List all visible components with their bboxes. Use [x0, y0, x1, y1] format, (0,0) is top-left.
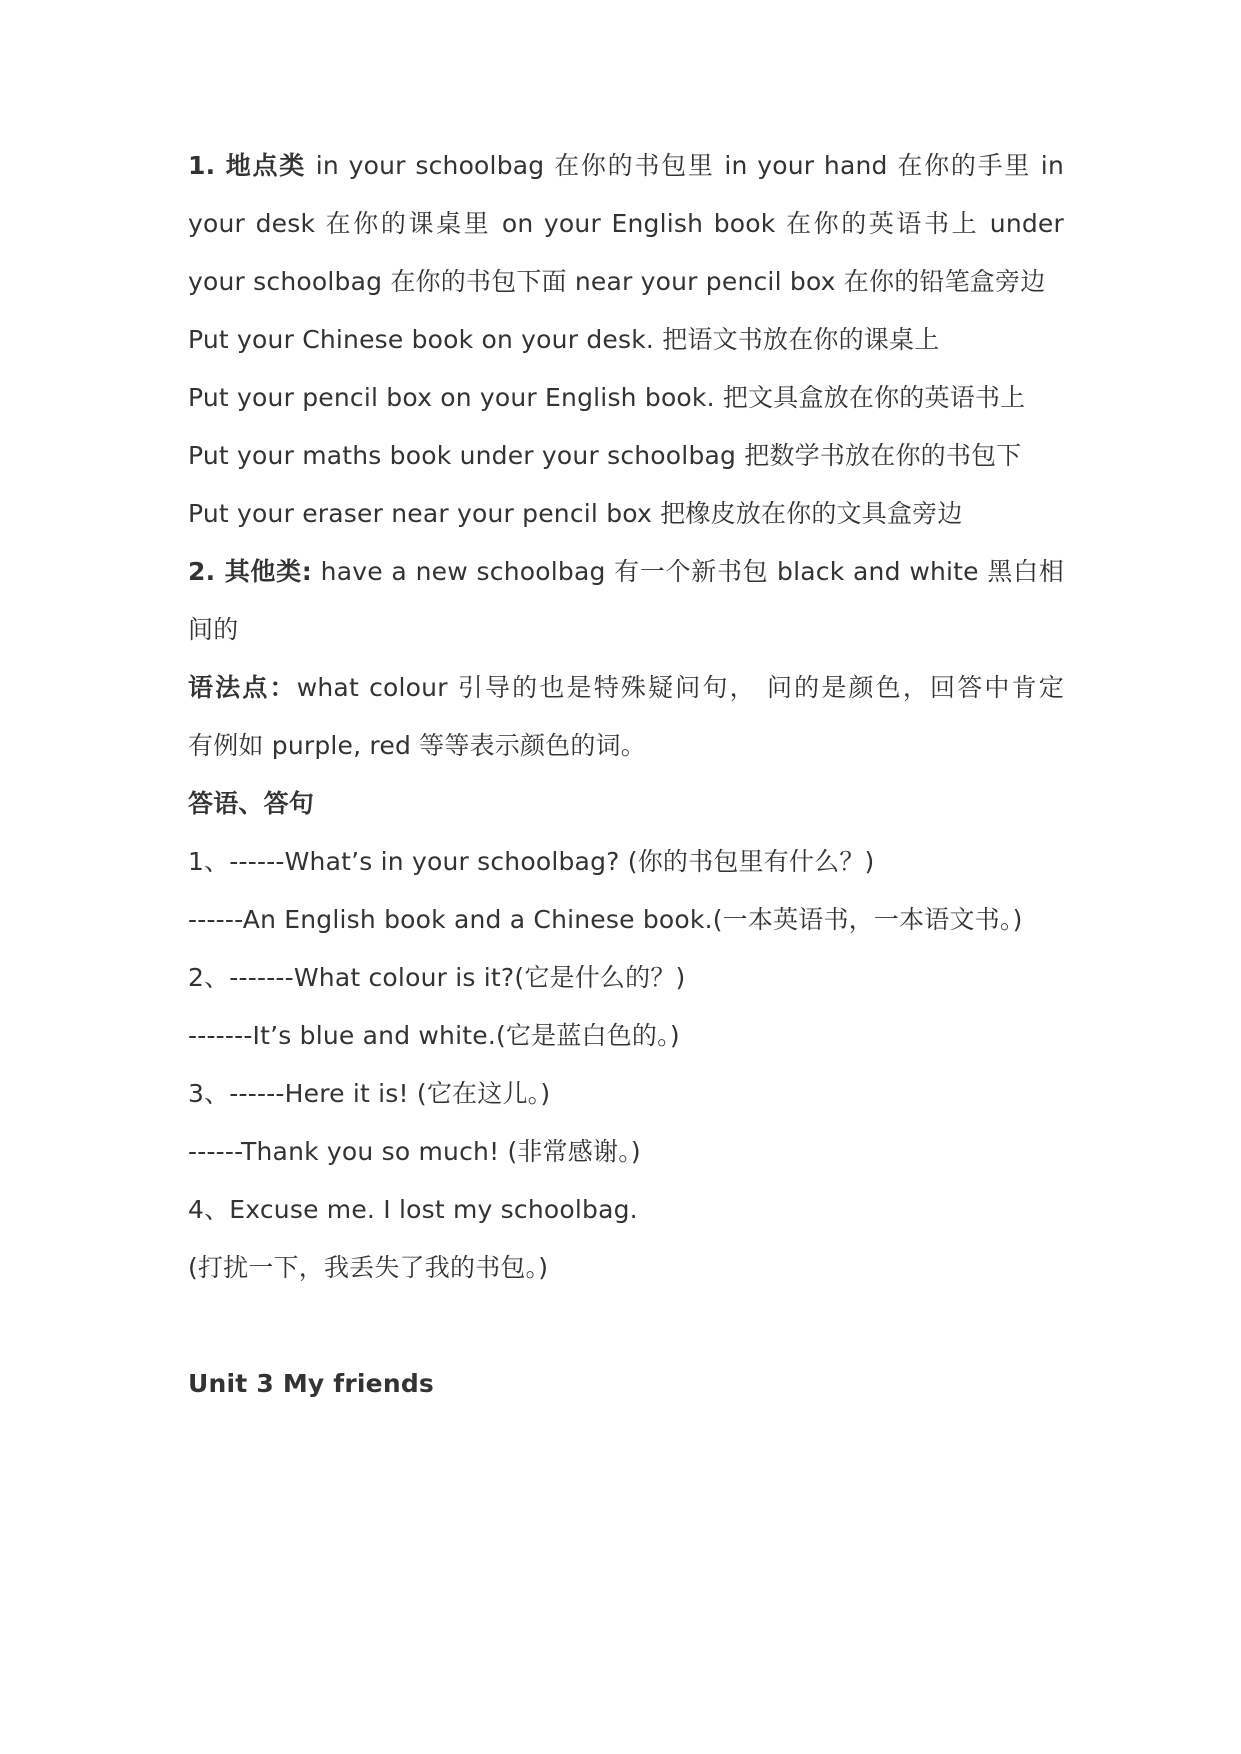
section1-sentence-3: Put your maths book under your schoolbag 把数学书放在你的书包下 — [188, 441, 1022, 470]
section1-label: 1. 地点类 — [188, 151, 307, 180]
answer-line-3: 2、-------What colour is it?(它是什么的？) — [188, 963, 686, 992]
answer-line-2: ------An English book and a Chinese book.(一本英语书，一本语文书。) — [188, 905, 1023, 934]
unit-title: Unit 3 My friends — [188, 1369, 435, 1398]
answer-line-4: -------It’s blue and white.(它是蓝白色的。) — [188, 1021, 680, 1050]
section1-text-1: in your schoolbag 在你的书包里 in your hand 在你的手里 in — [306, 151, 1064, 180]
answer-line-1: 1、------What’s in your schoolbag? (你的书包里有什么？) — [188, 847, 875, 876]
grammar-line1 — [188, 670, 1064, 706]
answer-line-5: 3、------Here it is! (它在这儿。) — [188, 1079, 551, 1108]
answer-line-7: 4、Excuse me. I lost my schoolbag. — [188, 1195, 638, 1224]
answers-heading: 答语、答句 — [188, 789, 315, 818]
grammar-line2: 有例如 purple, red 等等表示颜色的词。 — [188, 731, 646, 760]
section2-text-1: have a new schoolbag 有一个新书包 black and white 黑白相 — [312, 557, 1064, 586]
section1-line1 — [188, 148, 1064, 184]
grammar-text-1: what colour 引导的也是特殊疑问句， 问的是颜色，回答中肯定 — [296, 673, 1064, 702]
section1-sentence-2: Put your pencil box on your English book. 把文具盒放在你的英语书上 — [188, 383, 1026, 412]
section1-sentence-1: Put your Chinese book on your desk. 把语文书放在你的课桌上 — [188, 325, 940, 354]
section1-line2: your desk 在你的课桌里 on your English book 在你的英语书上 under — [188, 209, 1064, 238]
answer-line-8: (打扰一下，我丢失了我的书包。) — [188, 1253, 549, 1282]
section1-sentence-4: Put your eraser near your pencil box 把橡皮放在你的文具盒旁边 — [188, 499, 963, 528]
section2-label: 2. 其他类: — [188, 557, 312, 586]
answer-line-6: ------Thank you so much! (非常感谢。) — [188, 1137, 641, 1166]
section2-line1 — [188, 554, 1064, 590]
section1-line3: your schoolbag 在你的书包下面 near your pencil box 在你的铅笔盒旁边 — [188, 267, 1046, 296]
section2-line2: 间的 — [188, 615, 239, 644]
grammar-label: 语法点： — [188, 673, 297, 702]
